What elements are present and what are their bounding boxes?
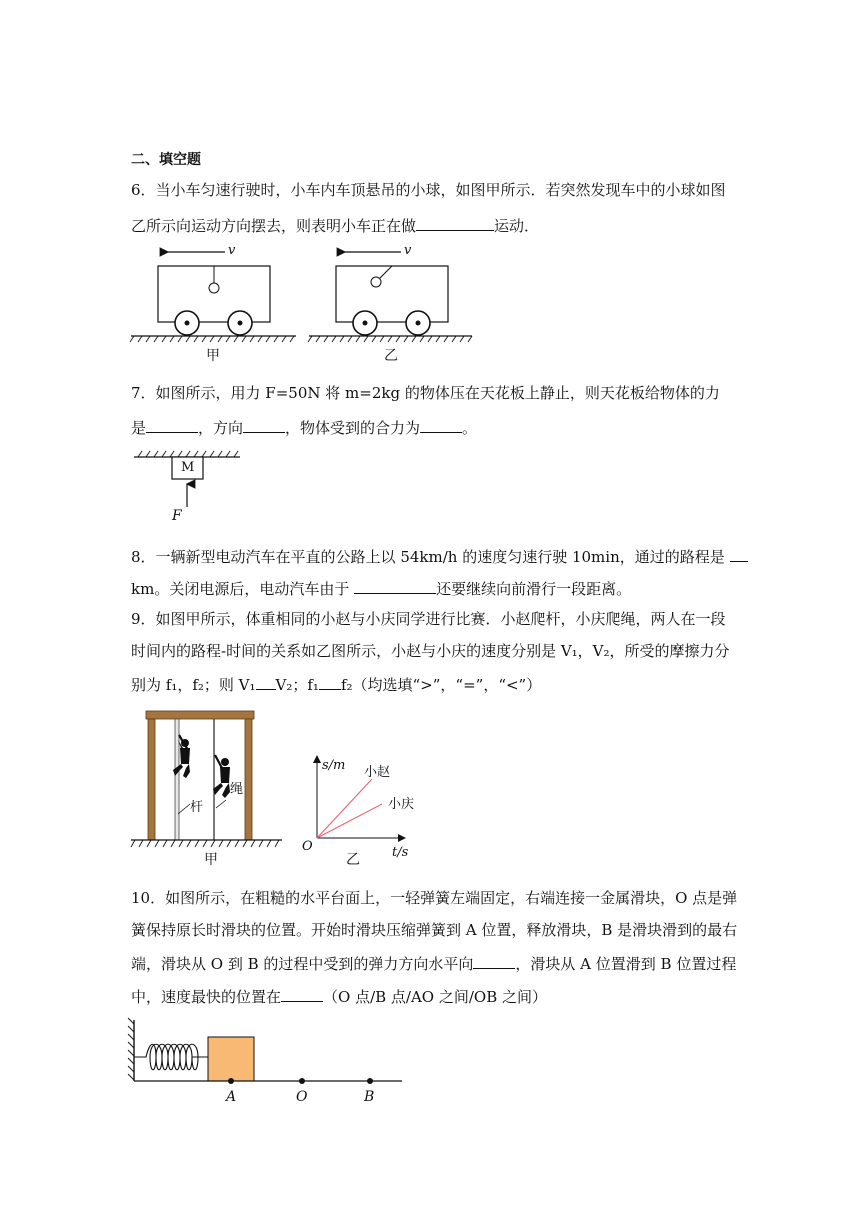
q9-line2: 时间内的路程-时间的关系如乙图所示，小赵与小庆的速度分别是 V₁，V₂，所受的摩擦力分 [131,642,730,660]
q6-line1: 6．当小车匀速行驶时，小车内车顶悬吊的小球，如图甲所示．若突然发现车中的小球如图 [131,181,726,199]
q7-text-a: 是 [131,419,147,437]
q10-point-o [299,1078,305,1084]
q9-text-a: 别为 f₁，f₂；则 V₁ [131,676,256,694]
q9-rope-label: 绳 [230,782,244,797]
q9-pole-label: 杆 [190,800,204,815]
q8-text-c: 还要继续向前滑行一段距离。 [436,580,632,598]
q6-label-jia: 甲 [206,348,220,364]
q6-velocity-jia: v [228,243,236,258]
q9-x-axis-label: t/s [392,845,409,860]
q7-text-c: ，物体受到的合力为 [285,419,421,437]
q10-label-o: O [296,1089,308,1105]
q9-y-axis-label: s/m [322,758,346,773]
q7-block-label: M [181,460,195,475]
q7-force-label: F [172,508,182,524]
q9-origin-label: O [302,839,313,854]
q9-text-c: f₂（均选填“>”，“=”，“<”） [340,676,542,694]
q6-label-yi: 乙 [384,348,398,364]
q10-label-b: B [364,1089,375,1105]
q10-text-c: 中，速度最快的位置在 [131,988,282,1006]
q6-line2-end: 运动． [494,217,540,235]
q10-label-a: A [226,1089,237,1105]
q9-qing-label: 小庆 [388,797,415,812]
q10-point-b [367,1078,373,1084]
q6-velocity-yi: v [404,243,412,258]
q10-text-d: （O 点/B 点/AO 之间/OB 之间） [323,988,548,1006]
q8-text-a: 8．一辆新型电动汽车在平直的公路上以 54km/h 的速度匀速行驶 10min，通过的路程是 [131,548,725,566]
q9-label-jia: 甲 [204,852,218,868]
q10-point-a [228,1078,234,1084]
q9-label-yi: 乙 [346,852,360,868]
q7-text-b: ，方向 [198,419,244,437]
q7-text-d: 。 [462,419,478,437]
section-title: 二、填空题 [131,152,201,168]
q6-line2-text: 乙所示向运动方向摆去，则表明小车正在做 [131,217,417,235]
q9-line1: 9．如图甲所示，体重相同的小赵与小庆同学进行比赛．小赵爬杆，小庆爬绳，两人在一段 [131,610,726,628]
q10-line1: 10．如图所示，在粗糙的水平台面上，一轻弹簧左端固定，右端连接一金属滑块，O 点是弹 [131,889,738,907]
q8-text-b: km。关闭电源后，电动汽车由于 [131,580,350,598]
q7-line1: 7．如图所示，用力 F=50N 将 m=2kg 的物体压在天花板上静止，则天花板给物体的力 [131,384,720,402]
q10-text-b: ，滑块从 A 位置滑到 B 位置过程 [515,955,737,973]
q10-text-a: 端，滑块从 O 到 B 的过程中受到的弹力方向水平向 [131,955,474,973]
q10-line2: 簧保持原长时滑块的位置。开始时滑块压缩弹簧到 A 位置，释放滑块，B 是滑块滑到的最右 [131,921,738,939]
q10-slider-block [208,1037,254,1081]
q9-text-b: V₂；f₁ [275,676,319,694]
q9-zhao-label: 小赵 [364,765,391,780]
